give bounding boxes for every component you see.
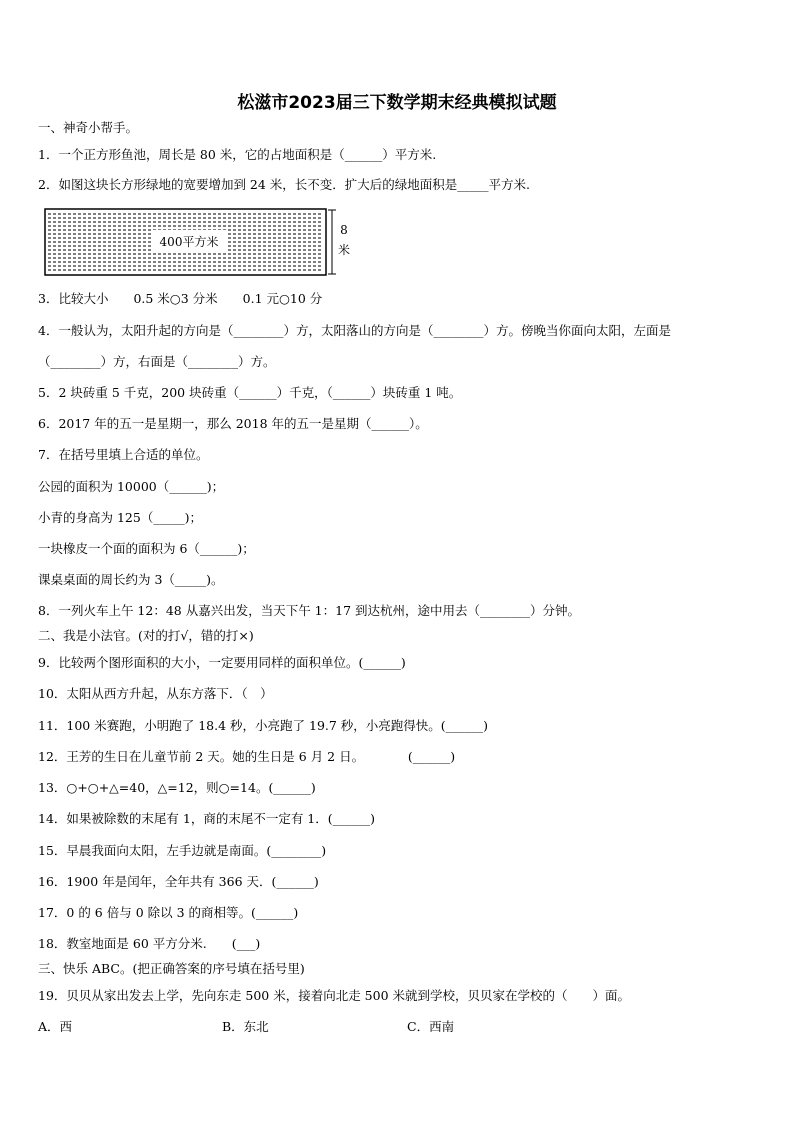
question-3: 3．比较大小 0.5 米○3 分米 0.1 元○10 分 [38,291,323,306]
question-15: 15．早晨我面向太阳，左手边就是南面。(________) [38,843,327,858]
question-7-item-b: 小青的身高为 125（_____)； [38,510,202,525]
option-b: B．东北 [222,1019,269,1034]
question-11: 11．100 米赛跑，小明跑了 18.4 秒，小亮跑了 19.7 秒，小亮跑得快。(______) [38,718,489,733]
question-2: 2．如图这块长方形绿地的宽要增加到 24 米，长不变．扩大后的绿地面积是_____平方米. [38,177,531,192]
question-4-line-1: 4．一般认为，太阳升起的方向是（________）方，太阳落山的方向是（________）方。傍晚当你面向太阳，左面是 [38,323,671,338]
question-6: 6．2017 年的五一是星期一，那么 2018 年的五一是星期（______）。 [38,416,428,431]
section-heading-1: 一、神奇小帮手。 [38,120,139,135]
option-c: C．西南 [407,1019,455,1034]
page-title: 松滋市2023届三下数学期末经典模拟试题 [237,93,557,113]
question-7-item-c: 一块橡皮一个面的面积为 6（______)； [38,541,255,556]
question-7: 7．在括号里填上合适的单位。 [38,447,209,462]
question-16: 16．1900 年是闰年，全年共有 366 天．(______) [38,874,319,889]
question-13: 13．○+○+△=40，△=12，则○=14。(______) [38,780,316,795]
question-9: 9．比较两个图形面积的大小，一定要用同样的面积单位。(______) [38,655,406,670]
question-17: 17．0 的 6 倍与 0 除以 3 的商相等。(______) [38,905,299,920]
question-18: 18．教室地面是 60 平方分米. (___) [38,936,261,951]
lawn-rectangle-figure [44,208,364,278]
question-8: 8．一列火车上午 12：48 从嘉兴出发，当天下午 1：17 到达杭州，途中用去（________）分钟。 [38,603,581,618]
width-label-unit: 米 [337,243,351,257]
question-10: 10．太阳从西方升起，从东方落下．（ ） [38,686,273,701]
question-5: 5．2 块砖重 5 千克，200 块砖重（______）千克，（______）块砖重 1 吨。 [38,385,462,400]
option-a: A．西 [38,1019,73,1034]
question-14: 14．如果被除数的末尾有 1，商的末尾不一定有 1．(______) [38,811,376,826]
width-label-number: 8 [340,223,348,237]
section-heading-3: 三、快乐 ABC。(把正确答案的序号填在括号里) [38,961,305,976]
area-label: 400平方米 [159,235,219,249]
question-4-line-2: （________）方，右面是（________）方。 [38,354,276,369]
question-7-item-d: 课桌桌面的周长约为 3（_____)。 [38,572,224,587]
question-19: 19．贝贝从家出发去上学，先向东走 500 米，接着向北走 500 米就到学校，贝贝家在学校的（ ）面。 [38,988,631,1003]
question-7-item-a: 公园的面积为 10000（______)； [38,479,225,494]
section-heading-2: 二、我是小法官。(对的打√，错的打×) [38,628,254,643]
question-12: 12．王芳的生日在儿童节前 2 天。她的生日是 6 月 2 日。 (______) [38,749,456,764]
question-1: 1．一个正方形鱼池，周长是 80 米，它的占地面积是（______）平方米. [38,147,437,162]
